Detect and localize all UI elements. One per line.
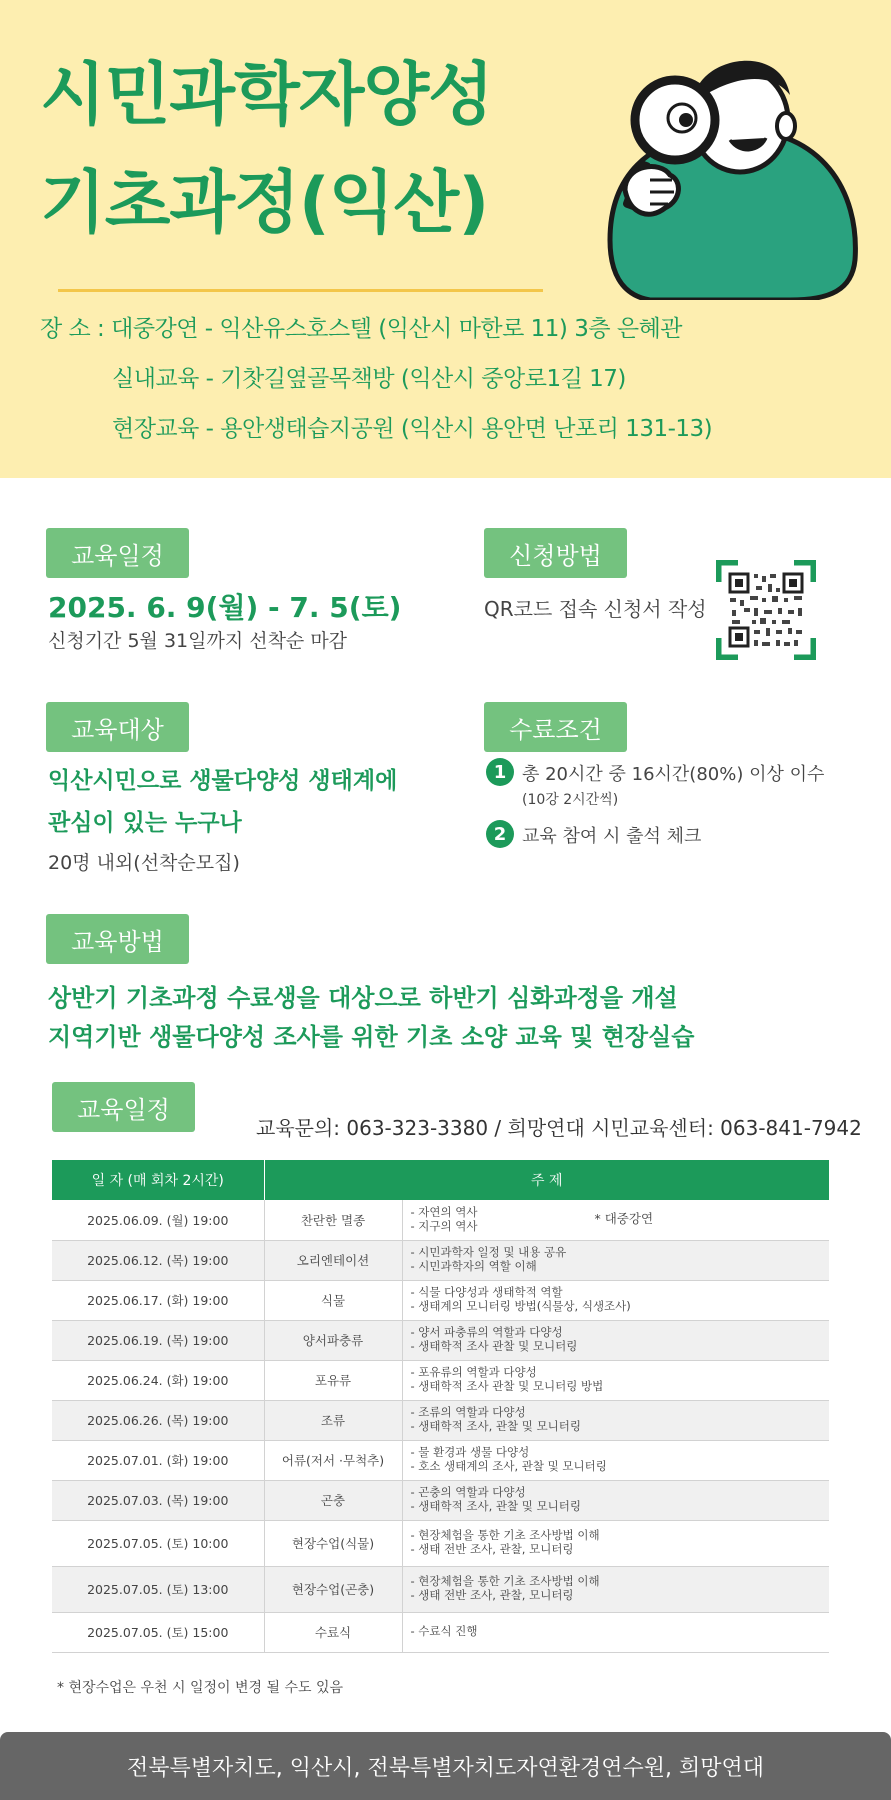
place-field: 현장교육 - 용안생태습지공원 (익산시 용안면 난포리 131-13) (112, 416, 713, 442)
application-deadline: 신청기간 5월 31일까지 선착순 마감 (48, 630, 348, 652)
description-line: - 식물 다양성과 생태학적 역할 (410, 1285, 563, 1300)
description-line: - 생태학적 조사, 관찰 및 모니터링 (410, 1419, 581, 1433)
row-topic: 곤충 (264, 1480, 402, 1520)
target-tag: 교육대상 (46, 702, 189, 752)
row-description (402, 1566, 829, 1612)
method-line2: 지역기반 생물다양성 조사를 위한 기초 소양 교육 및 현장실습 (48, 1023, 695, 1051)
table-row (52, 1240, 829, 1280)
row-date: 2025.06.12. (목) 19:00 (52, 1240, 264, 1280)
row-date: 2025.07.05. (토) 13:00 (52, 1566, 264, 1612)
table-row (52, 1480, 829, 1520)
row-description (402, 1200, 829, 1240)
completion-item-1-sub: (10강 2시간씩) (522, 792, 619, 808)
place-lecture: 대중강연 - 익산유스호스텔 (익산시 마한로 11) 3층 은혜관 (111, 316, 683, 342)
table-row (52, 1440, 829, 1480)
row-topic: 식물 (264, 1280, 402, 1320)
table-row (52, 1612, 829, 1652)
number-2-icon: 2 (486, 820, 514, 848)
row-date: 2025.06.09. (월) 19:00 (52, 1200, 264, 1240)
row-description (402, 1240, 829, 1280)
row-date: 2025.07.01. (화) 19:00 (52, 1440, 264, 1480)
contact-info: 교육문의: 063-323-3380 / 희망연대 시민교육센터: 063-841-7942 (256, 1116, 862, 1140)
schedule-tag: 교육일정 (46, 528, 189, 578)
main-title-line1: 시민과학자양성 (40, 56, 493, 135)
header-date: 일 자 (매 회차 2시간) (52, 1160, 264, 1200)
description-line: - 현장체험을 통한 기초 조사방법 이해 (410, 1574, 600, 1589)
row-description (402, 1400, 829, 1440)
description-line: - 수료식 진행 (410, 1624, 478, 1639)
description-line: - 현장체험을 통한 기초 조사방법 이해 (410, 1528, 600, 1543)
description-line: - 호소 생태계의 조사, 관찰 및 모니터링 (410, 1459, 607, 1473)
table-row (52, 1280, 829, 1320)
description-line: - 지구의 역사 (410, 1218, 478, 1233)
table-row (52, 1320, 829, 1360)
row-topic: 포유류 (264, 1360, 402, 1400)
main-title-line2: 기초과정(익산) (40, 164, 489, 243)
row-description (402, 1440, 829, 1480)
description-line: - 생태학적 조사, 관찰 및 모니터링 (410, 1499, 581, 1513)
qr-code-icon[interactable] (716, 560, 816, 660)
row-description (402, 1520, 829, 1566)
row-topic: 현장수업(식물) (264, 1520, 402, 1566)
table-row (52, 1360, 829, 1400)
description-line: - 물 환경과 생물 다양성 (410, 1445, 530, 1460)
row-date: 2025.07.05. (토) 15:00 (52, 1612, 264, 1652)
method-tag: 교육방법 (46, 914, 189, 964)
row-topic: 수료식 (264, 1612, 402, 1652)
row-topic: 오리엔테이션 (264, 1240, 402, 1280)
row-date: 2025.07.03. (목) 19:00 (52, 1480, 264, 1520)
description-line: - 생태 전반 조사, 관찰, 모니터링 (410, 1542, 574, 1556)
schedule-dates: 2025. 6. 9(월) - 7. 5(토) (48, 591, 402, 624)
table-row (52, 1520, 829, 1566)
description-line: - 자연의 역사 (410, 1204, 478, 1219)
completion-tag: 수료조건 (484, 702, 627, 752)
description-line: - 시민과학자의 역할 이해 (410, 1259, 537, 1273)
completion-item-1: 총 20시간 중 16시간(80%) 이상 이수 (522, 764, 825, 785)
table-row (52, 1400, 829, 1440)
description-line: - 양서 파충류의 역할과 다양성 (410, 1325, 563, 1340)
description-line: - 생태계의 모니터링 방법(식물상, 식생조사) (410, 1299, 631, 1313)
place-label: 장 소 : (40, 316, 112, 342)
place-indoor: 실내교육 - 기찻길옆골목책방 (익산시 중앙로1길 17) (112, 366, 626, 392)
row-topic: 양서파충류 (264, 1320, 402, 1360)
apply-method-tag: 신청방법 (484, 528, 627, 578)
title-underline (58, 289, 543, 292)
row-topic: 찬란한 멸종 (264, 1200, 402, 1240)
rain-footnote: * 현장수업은 우천 시 일정이 변경 될 수도 있음 (57, 1680, 344, 1696)
row-description (402, 1280, 829, 1320)
description-line: - 포유류의 역할과 다양성 (410, 1365, 537, 1380)
hero-banner (0, 0, 891, 478)
row-description (402, 1480, 829, 1520)
row-description (402, 1320, 829, 1360)
description-line: - 시민과학자 일정 및 내용 공유 (410, 1245, 567, 1260)
organizers-footer: 전북특별자치도, 익산시, 전북특별자치도자연환경연수원, 희망연대 (0, 1732, 891, 1800)
row-topic: 어류(저서 ·무척추) (264, 1440, 402, 1480)
row-date: 2025.07.05. (토) 10:00 (52, 1520, 264, 1566)
description-line: - 조류의 역할과 다양성 (410, 1405, 526, 1420)
row-date: 2025.06.17. (화) 19:00 (52, 1280, 264, 1320)
description-line: - 생태학적 조사 관찰 및 모니터링 방법 (410, 1379, 604, 1393)
table-row (52, 1200, 829, 1240)
row-topic: 조류 (264, 1400, 402, 1440)
row-description (402, 1360, 829, 1400)
description-line: - 생태 전반 조사, 관찰, 모니터링 (410, 1588, 574, 1602)
row-topic: 현장수업(곤충) (264, 1566, 402, 1612)
completion-item-2: 교육 참여 시 출석 체크 (522, 826, 702, 847)
row-date: 2025.06.24. (화) 19:00 (52, 1360, 264, 1400)
header-topic: 주 제 (264, 1160, 829, 1200)
method-line1: 상반기 기초과정 수료생을 대상으로 하반기 심화과정을 개설 (48, 984, 678, 1012)
row-date: 2025.06.26. (목) 19:00 (52, 1400, 264, 1440)
target-line1: 익산시민으로 생물다양성 생태계에 (48, 768, 398, 794)
schedule-table-tag: 교육일정 (52, 1082, 195, 1132)
description-line: - 곤충의 역할과 다양성 (410, 1485, 526, 1500)
place-line-1 (40, 310, 682, 343)
magnifier-person-illustration (590, 40, 860, 300)
target-count: 20명 내외(선착순모집) (48, 852, 240, 874)
lecture-note: * 대중강연 (594, 1210, 654, 1226)
table-row (52, 1566, 829, 1612)
number-1-icon: 1 (486, 758, 514, 786)
description-line: - 생태학적 조사 관찰 및 모니터링 (410, 1339, 578, 1353)
row-description (402, 1612, 829, 1652)
target-line2: 관심이 있는 누구나 (48, 810, 242, 836)
row-date: 2025.06.19. (목) 19:00 (52, 1320, 264, 1360)
schedule-table (52, 1160, 829, 1653)
apply-method-text: QR코드 접속 신청서 작성 (484, 597, 707, 621)
